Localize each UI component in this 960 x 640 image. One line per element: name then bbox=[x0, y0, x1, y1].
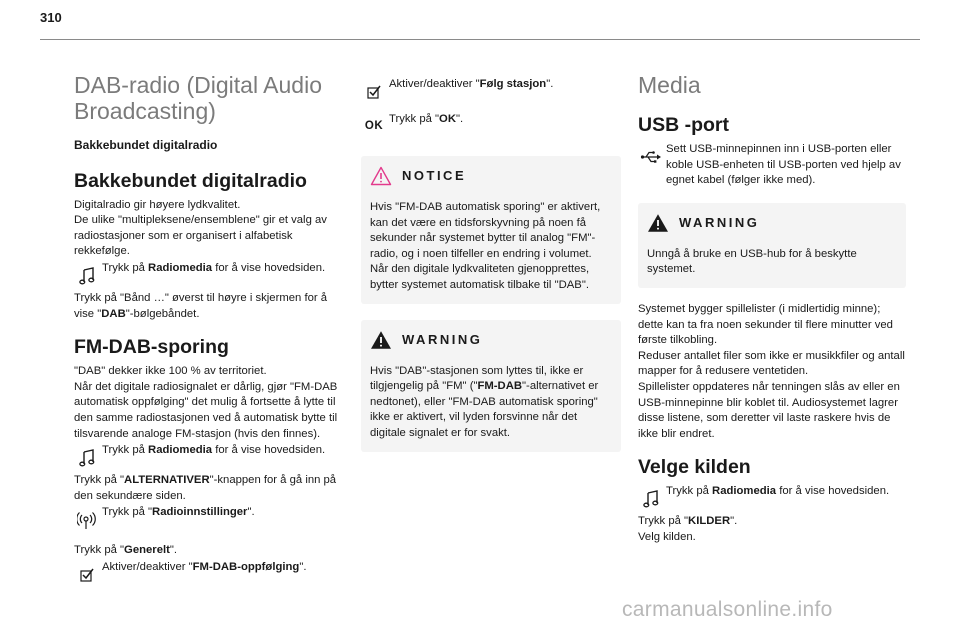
step-row bbox=[74, 560, 340, 590]
notice-title bbox=[370, 166, 611, 186]
step-text: Trykk på " bbox=[102, 506, 153, 519]
step-row bbox=[638, 484, 906, 514]
step-keyword: Radiomedia bbox=[712, 485, 777, 498]
keyword: FM-DAB bbox=[477, 380, 523, 393]
media-title: Media bbox=[638, 72, 701, 98]
page-number: 310 bbox=[40, 10, 62, 25]
paragraph: De ulike "multipleksene/ensemblene" gir et valg av radiostasjoner som er organisert i alfabetisk rekkefølge. bbox=[74, 214, 327, 258]
music-note-icon bbox=[638, 484, 664, 514]
step-text: for å vise hovedsiden. bbox=[212, 444, 326, 457]
keyword: Generelt bbox=[124, 544, 170, 557]
column-left bbox=[74, 62, 340, 590]
step-keyword: Følg stasjon bbox=[479, 78, 547, 90]
text: ". bbox=[169, 544, 178, 557]
step-keyword: FM-DAB-oppfølging bbox=[192, 560, 300, 573]
paragraph: Unngå å bruke en USB-hub for å beskytte systemet. bbox=[647, 247, 857, 276]
warning-label: WARNING bbox=[402, 331, 483, 347]
text: "-alternativet er nedtonet), eller "FM-DAB automatisk sporing" ikke er aktivert, vil lyden forsvinne når det digitale signalet er for svakt. bbox=[370, 380, 599, 439]
step-row bbox=[74, 505, 340, 535]
heading-digital-radio: Bakkebundet digitalradio bbox=[74, 169, 307, 192]
step-text: ". bbox=[456, 113, 464, 125]
checkbox-icon bbox=[361, 77, 387, 107]
heading-select-source: Velge kilden bbox=[638, 456, 751, 479]
paragraph: Reduser antallet filer som ikke er musikkfiler og antall mapper for å redusere ventetiden. bbox=[638, 349, 905, 378]
paragraph: "DAB" dekker ikke 100 % av territoriet. bbox=[74, 365, 267, 378]
step-text: Aktiver/deaktiver " bbox=[389, 78, 480, 90]
checkbox-icon bbox=[74, 560, 100, 590]
step-text: Trykk på " bbox=[389, 113, 440, 125]
text: "-knappen for å gå inn på den sekundære siden. bbox=[74, 474, 337, 502]
step-keyword: Radioinnstillinger bbox=[152, 506, 248, 519]
step-row bbox=[361, 112, 621, 142]
radio-signal-icon bbox=[74, 505, 100, 535]
step-keyword: Radiomedia bbox=[148, 444, 213, 457]
ok-icon: OK bbox=[364, 120, 384, 133]
step-text: Trykk på bbox=[666, 485, 713, 498]
warning-triangle-icon bbox=[370, 330, 392, 350]
heading-fm-dab: FM-DAB-sporing bbox=[74, 336, 229, 359]
text: Trykk på " bbox=[638, 515, 689, 528]
step-text: Trykk på bbox=[102, 444, 149, 457]
usb-text: Sett USB-minnepinnen inn i USB-porten eller koble USB-enheten til USB-porten ved hjelp av egnet kabel (følger ikke med). bbox=[666, 143, 901, 187]
keyword: ALTERNATIVER bbox=[124, 474, 210, 487]
paragraph bbox=[74, 291, 340, 322]
step-text: Trykk på bbox=[102, 261, 149, 274]
paragraph bbox=[74, 473, 340, 504]
paragraph: Spillelister oppdateres når tenningen slås av eller en USB-minnepinne blir koblet til. Audiosystemet lagrer disse listene, som deretter vil laste raskere hvis de ikke blir endret. bbox=[638, 380, 900, 440]
step-text: ". bbox=[299, 560, 307, 573]
step-row bbox=[74, 443, 340, 473]
usb-icon bbox=[638, 142, 664, 172]
step-text: ". bbox=[546, 78, 554, 90]
watermark: carmanualsonline.info bbox=[622, 598, 833, 621]
paragraph: Velg kilden. bbox=[638, 530, 696, 543]
warning-title bbox=[647, 213, 896, 233]
notice-label: NOTICE bbox=[402, 168, 467, 184]
step-row bbox=[74, 261, 340, 291]
text: Trykk på " bbox=[74, 474, 125, 487]
paragraph: Når det digitale radiosignalet er dårlig, gjør "FM-DAB automatisk oppfølging" det mulig å fortsette å lytte til den samme radiostasjonen ved å automatisk bytte til tilsvarende analoge FM-stasjon (hvis den finnes). bbox=[74, 380, 338, 440]
step-text: Aktiver/deaktiver " bbox=[102, 560, 193, 573]
music-note-icon bbox=[74, 443, 100, 473]
section-subtitle: Bakkebundet digitalradio bbox=[74, 138, 218, 152]
paragraph: Systemet bygger spillelister (i midlertidig minne); dette kan ta fra noen sekunder til flere minutter ved første tilkobling. bbox=[638, 302, 893, 347]
paragraph: Digitalradio gir høyere lydkvalitet. bbox=[74, 198, 241, 211]
step-keyword: Radiomedia bbox=[148, 261, 213, 274]
step-text: for å vise hovedsiden. bbox=[212, 261, 326, 274]
step-row bbox=[361, 77, 621, 107]
warning-box bbox=[638, 203, 906, 288]
header-divider bbox=[40, 39, 920, 40]
column-middle bbox=[361, 76, 621, 452]
warning-title bbox=[370, 330, 611, 350]
text: ". bbox=[730, 515, 738, 528]
text: Trykk på " bbox=[74, 544, 125, 557]
keyword: KILDER bbox=[688, 515, 731, 528]
paragraph: Hvis "FM-DAB automatisk sporing" er aktivert, kan det være en tidsforskyvning på noen få sekunder når systemet bytter til analog "FM"-radio, og i noen tilfeller en endring i volumet. bbox=[370, 201, 601, 260]
paragraph bbox=[638, 514, 906, 530]
warning-triangle-icon bbox=[370, 166, 392, 186]
page-title: DAB-radio (Digital Audio Broadcasting) bbox=[74, 72, 323, 124]
text: "-bølgebåndet. bbox=[125, 307, 200, 320]
warning-label: WARNING bbox=[679, 214, 760, 230]
paragraph bbox=[74, 543, 340, 559]
notice-box bbox=[361, 156, 621, 304]
keyword: DAB bbox=[101, 307, 126, 320]
step-keyword: OK bbox=[439, 113, 456, 125]
warning-box bbox=[361, 320, 621, 452]
paragraph: Når den digitale lydkvaliteten gjenopprettes, bytter systemet automatisk tilbake til "DAB". bbox=[370, 263, 590, 291]
warning-triangle-icon bbox=[647, 213, 669, 233]
column-right bbox=[638, 62, 906, 546]
paragraph bbox=[370, 364, 611, 442]
heading-usb: USB -port bbox=[638, 114, 729, 136]
text: Trykk på "Bånd …" øverst til høyre i skjermen for å vise " bbox=[74, 291, 328, 320]
step-text: ". bbox=[247, 506, 255, 519]
text: Hvis "DAB"-stasjonen som lyttes til, ikke er tilgjengelig på "FM" (" bbox=[370, 364, 584, 393]
music-note-icon bbox=[74, 261, 100, 291]
usb-row bbox=[638, 142, 906, 189]
step-text: for å vise hovedsiden. bbox=[776, 485, 890, 498]
